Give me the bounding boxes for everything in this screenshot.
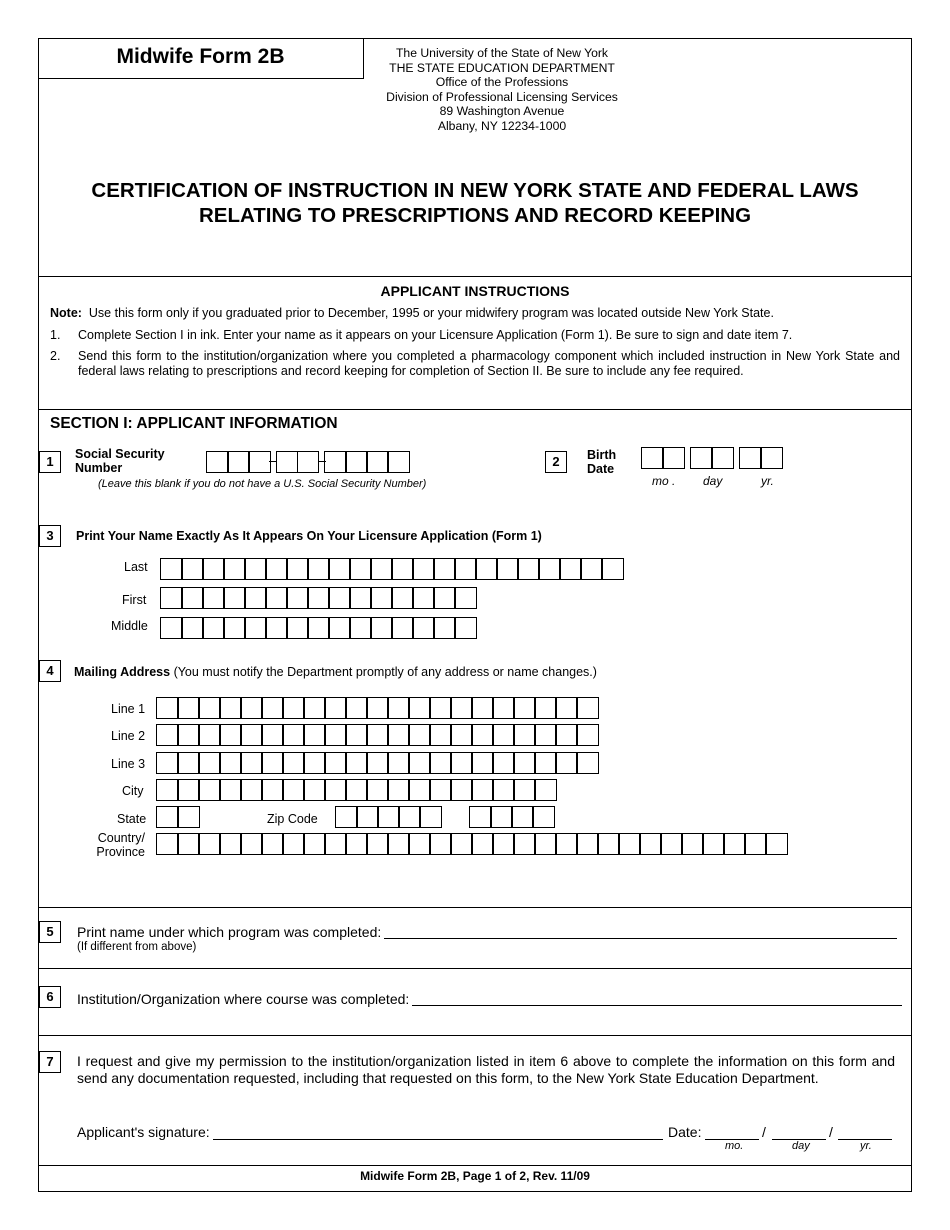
char-box[interactable] (219, 833, 242, 855)
char-box[interactable] (219, 779, 242, 801)
char-box[interactable] (576, 697, 599, 719)
char-box[interactable] (219, 724, 242, 746)
divider (38, 1035, 912, 1036)
char-box[interactable] (618, 833, 641, 855)
char-box[interactable] (538, 558, 561, 580)
char-box[interactable] (160, 617, 183, 639)
char-box[interactable] (366, 724, 389, 746)
char-box[interactable] (240, 779, 263, 801)
birth-day-input[interactable] (690, 447, 732, 469)
signature-field[interactable] (213, 1139, 663, 1140)
char-box[interactable] (261, 833, 284, 855)
char-box[interactable] (160, 587, 183, 609)
char-box[interactable] (511, 806, 534, 828)
instruction-num: 2. (50, 349, 61, 363)
country-input[interactable] (156, 833, 786, 855)
address-line1-input[interactable] (156, 697, 597, 719)
address-line2-label: Line 2 (111, 729, 146, 743)
char-box[interactable] (303, 779, 326, 801)
divider (38, 907, 912, 908)
char-box[interactable] (580, 558, 603, 580)
char-box[interactable] (681, 833, 704, 855)
char-box[interactable] (345, 697, 368, 719)
char-box[interactable] (387, 833, 410, 855)
zip-extension-input[interactable] (469, 806, 553, 828)
char-box[interactable] (450, 833, 473, 855)
program-name-label: Print name under which program was completed: (77, 924, 382, 940)
char-box[interactable] (349, 617, 372, 639)
city-input[interactable] (156, 779, 555, 801)
char-box[interactable] (534, 752, 557, 774)
char-box[interactable] (513, 697, 536, 719)
item-number: 2 (545, 451, 567, 473)
char-box[interactable] (513, 752, 536, 774)
ssn-input[interactable] (206, 451, 408, 473)
char-box[interactable] (286, 587, 309, 609)
char-box[interactable] (433, 587, 456, 609)
birth-date-label-line: Birth (587, 448, 617, 462)
char-box[interactable] (534, 779, 557, 801)
country-label (90, 831, 145, 859)
char-box[interactable] (391, 558, 414, 580)
char-box[interactable] (408, 697, 431, 719)
char-box[interactable] (227, 451, 250, 473)
char-box[interactable] (345, 451, 368, 473)
zip-input[interactable] (335, 806, 440, 828)
char-box[interactable] (366, 451, 389, 473)
char-box[interactable] (639, 833, 662, 855)
char-box[interactable] (492, 779, 515, 801)
char-box[interactable] (328, 558, 351, 580)
char-box[interactable] (156, 833, 179, 855)
char-box[interactable] (513, 833, 536, 855)
ssn-label (75, 447, 165, 475)
char-box[interactable] (723, 833, 746, 855)
char-box[interactable] (244, 558, 267, 580)
city-label: City (122, 784, 144, 798)
char-box[interactable] (160, 558, 183, 580)
agency-line: The University of the State of New York (395, 46, 609, 60)
name-label: Print Your Name Exactly As It Appears On Your Licensure Application (Form 1) (76, 529, 542, 543)
char-box[interactable] (261, 779, 284, 801)
char-box[interactable] (244, 587, 267, 609)
char-box[interactable] (660, 833, 683, 855)
char-box[interactable] (307, 558, 330, 580)
zip-label: Zip Code (267, 812, 318, 826)
page-title-line: CERTIFICATION OF INSTRUCTION IN NEW YORK STATE AND FEDERAL LAWS (91, 179, 859, 202)
char-box[interactable] (690, 447, 713, 469)
char-box[interactable] (335, 806, 358, 828)
char-box[interactable] (370, 617, 393, 639)
divider (38, 409, 912, 410)
char-box[interactable] (471, 697, 494, 719)
char-box[interactable] (496, 558, 519, 580)
char-box[interactable] (282, 697, 305, 719)
char-box[interactable] (492, 697, 515, 719)
middle-name-input[interactable] (160, 617, 475, 639)
char-box[interactable] (345, 779, 368, 801)
char-box[interactable] (471, 752, 494, 774)
char-box[interactable] (471, 833, 494, 855)
date-slash: / (829, 1124, 833, 1140)
char-box[interactable] (156, 806, 179, 828)
char-box[interactable] (555, 697, 578, 719)
char-box[interactable] (219, 697, 242, 719)
char-box[interactable] (450, 779, 473, 801)
state-label: State (117, 812, 147, 826)
first-name-input[interactable] (160, 587, 475, 609)
char-box[interactable] (408, 752, 431, 774)
ssn-label-line: Number (75, 461, 123, 475)
birth-date-label (587, 448, 616, 476)
item-number: 5 (39, 921, 61, 943)
char-box[interactable] (324, 779, 347, 801)
date-day-hint: day (792, 1140, 810, 1152)
char-box[interactable] (156, 724, 179, 746)
char-box[interactable] (534, 724, 557, 746)
char-box[interactable] (156, 697, 179, 719)
institution-field[interactable] (412, 1005, 902, 1006)
char-box[interactable] (282, 833, 305, 855)
char-box[interactable] (450, 752, 473, 774)
char-box[interactable] (559, 558, 582, 580)
char-box[interactable] (265, 558, 288, 580)
char-box[interactable] (433, 617, 456, 639)
char-box[interactable] (345, 724, 368, 746)
char-box[interactable] (356, 806, 379, 828)
char-box[interactable] (513, 724, 536, 746)
char-box[interactable] (711, 447, 734, 469)
char-box[interactable] (240, 724, 263, 746)
char-box[interactable] (198, 779, 221, 801)
char-box[interactable] (475, 558, 498, 580)
char-box[interactable] (181, 558, 204, 580)
char-box[interactable] (198, 697, 221, 719)
char-box[interactable] (471, 779, 494, 801)
char-box[interactable] (202, 558, 225, 580)
char-box[interactable] (219, 752, 242, 774)
char-box[interactable] (223, 558, 246, 580)
char-box[interactable] (261, 752, 284, 774)
char-box[interactable] (282, 752, 305, 774)
char-box[interactable] (307, 587, 330, 609)
char-box[interactable] (469, 806, 492, 828)
char-box[interactable] (471, 724, 494, 746)
char-box[interactable] (597, 833, 620, 855)
char-box[interactable] (366, 697, 389, 719)
char-box[interactable] (377, 806, 400, 828)
country-label-line: Province (96, 845, 145, 859)
char-box[interactable] (662, 447, 685, 469)
char-box[interactable] (408, 833, 431, 855)
birth-date-label-line: Date (587, 462, 615, 476)
section-heading: SECTION I: APPLICANT INFORMATION (50, 415, 338, 432)
address-line1-label: Line 1 (111, 702, 146, 716)
char-box[interactable] (282, 724, 305, 746)
program-name-hint: (If different from above) (77, 941, 197, 953)
program-name-field[interactable] (384, 938, 897, 939)
char-box[interactable] (702, 833, 725, 855)
char-box[interactable] (261, 724, 284, 746)
address-line2-input[interactable] (156, 724, 597, 746)
instruction-num: 1. (50, 328, 61, 342)
char-box[interactable] (177, 697, 200, 719)
char-box[interactable] (412, 558, 435, 580)
date-label: Date: (668, 1124, 702, 1140)
char-box[interactable] (156, 752, 179, 774)
char-box[interactable] (276, 451, 299, 473)
char-box[interactable] (429, 779, 452, 801)
country-label-line: Country/ (97, 831, 145, 845)
char-box[interactable] (223, 587, 246, 609)
char-box[interactable] (349, 587, 372, 609)
char-box[interactable] (265, 617, 288, 639)
char-box[interactable] (297, 451, 320, 473)
char-box[interactable] (370, 558, 393, 580)
item-number: 1 (39, 451, 61, 473)
char-box[interactable] (387, 752, 410, 774)
year-hint: yr. (761, 474, 774, 488)
page-title (40, 178, 910, 228)
date-month-hint: mo. (725, 1140, 744, 1152)
char-box[interactable] (641, 447, 664, 469)
char-box[interactable] (429, 697, 452, 719)
char-box[interactable] (429, 833, 452, 855)
char-box[interactable] (765, 833, 788, 855)
char-box[interactable] (202, 587, 225, 609)
char-box[interactable] (492, 724, 515, 746)
char-box[interactable] (345, 833, 368, 855)
char-box[interactable] (555, 724, 578, 746)
char-box[interactable] (387, 451, 410, 473)
date-slash: / (762, 1124, 766, 1140)
char-box[interactable] (576, 752, 599, 774)
address-line3-input[interactable] (156, 752, 597, 774)
char-box[interactable] (517, 558, 540, 580)
char-box[interactable] (198, 724, 221, 746)
note-text: Use this form only if you graduated prior to December, 1995 or your midwifery program was located outside New York State. (88, 306, 774, 320)
char-box[interactable] (198, 752, 221, 774)
divider (38, 1165, 912, 1166)
last-name-input[interactable] (160, 558, 622, 580)
char-box[interactable] (513, 779, 536, 801)
ssn-label-line: Social Security (75, 447, 165, 461)
char-box[interactable] (324, 724, 347, 746)
char-box[interactable] (366, 752, 389, 774)
address-line3-label: Line 3 (111, 757, 146, 771)
divider (38, 276, 912, 277)
signature-label: Applicant's signature: (77, 1124, 210, 1140)
char-box[interactable] (307, 617, 330, 639)
char-box[interactable] (328, 587, 351, 609)
char-box[interactable] (181, 587, 204, 609)
ssn-hint: (Leave this blank if you do not have a U.S. Social Security Number) (98, 478, 427, 490)
char-box[interactable] (366, 833, 389, 855)
char-box[interactable] (429, 752, 452, 774)
hyphen (269, 451, 277, 473)
char-box[interactable] (370, 587, 393, 609)
form-title: Midwife Form 2B (38, 38, 364, 79)
char-box[interactable] (177, 724, 200, 746)
char-box[interactable] (492, 752, 515, 774)
char-box[interactable] (555, 833, 578, 855)
char-box[interactable] (261, 697, 284, 719)
char-box[interactable] (324, 752, 347, 774)
char-box[interactable] (412, 617, 435, 639)
birth-year-input[interactable] (739, 447, 781, 469)
char-box[interactable] (206, 451, 229, 473)
char-box[interactable] (303, 724, 326, 746)
middle-name-label: Middle (111, 619, 148, 633)
char-box[interactable] (248, 451, 271, 473)
char-box[interactable] (177, 806, 200, 828)
permission-text: I request and give my permission to the institution/organization listed in item 6 above to complete the information on this form and send any documentation requested, including that requested on this form, to the New York State Education Department. (77, 1053, 895, 1086)
char-box[interactable] (366, 779, 389, 801)
char-box[interactable] (387, 724, 410, 746)
char-box[interactable] (534, 697, 557, 719)
institution-label: Institution/Organization where course was completed: (77, 991, 410, 1007)
char-box[interactable] (391, 587, 414, 609)
item-number: 6 (39, 986, 61, 1008)
char-box[interactable] (349, 558, 372, 580)
month-hint: mo . (652, 474, 676, 488)
char-box[interactable] (490, 806, 513, 828)
char-box[interactable] (156, 779, 179, 801)
char-box[interactable] (534, 833, 557, 855)
char-box[interactable] (760, 447, 783, 469)
char-box[interactable] (177, 779, 200, 801)
agency-address (364, 46, 640, 133)
hyphen (318, 451, 326, 473)
char-box[interactable] (303, 697, 326, 719)
char-box[interactable] (198, 833, 221, 855)
mailing-address-label (74, 665, 597, 679)
char-box[interactable] (492, 833, 515, 855)
instructions-heading: APPLICANT INSTRUCTIONS (380, 283, 570, 299)
first-name-label: First (122, 593, 147, 607)
char-box[interactable] (398, 806, 421, 828)
char-box[interactable] (303, 752, 326, 774)
day-hint: day (703, 474, 723, 488)
agency-line: Office of the Professions (435, 75, 569, 89)
item-number: 7 (39, 1051, 61, 1073)
mailing-address-note: (You must notify the Department promptly of any address or name changes.) (173, 665, 597, 679)
char-box[interactable] (408, 779, 431, 801)
char-box[interactable] (391, 617, 414, 639)
instructions-note (50, 306, 900, 320)
char-box[interactable] (345, 752, 368, 774)
agency-line: Albany, NY 12234-1000 (437, 118, 567, 133)
char-box[interactable] (324, 451, 347, 473)
char-box[interactable] (177, 752, 200, 774)
char-box[interactable] (576, 833, 599, 855)
char-box[interactable] (419, 806, 442, 828)
char-box[interactable] (265, 587, 288, 609)
footer-text: Midwife Form 2B, Page 1 of 2, Rev. 11/09 (360, 1169, 590, 1183)
date-year-hint: yr. (860, 1140, 872, 1152)
agency-line: 89 Washington Avenue (439, 104, 565, 118)
birth-month-input[interactable] (641, 447, 683, 469)
char-box[interactable] (328, 617, 351, 639)
item-number: 4 (39, 660, 61, 682)
char-box[interactable] (450, 724, 473, 746)
char-box[interactable] (387, 779, 410, 801)
agency-line: Division of Professional Licensing Services (386, 89, 618, 104)
char-box[interactable] (324, 697, 347, 719)
char-box[interactable] (177, 833, 200, 855)
char-box[interactable] (450, 697, 473, 719)
char-box[interactable] (555, 752, 578, 774)
char-box[interactable] (223, 617, 246, 639)
state-input[interactable] (156, 806, 198, 828)
char-box[interactable] (240, 697, 263, 719)
char-box[interactable] (240, 752, 263, 774)
char-box[interactable] (387, 697, 410, 719)
char-box[interactable] (202, 617, 225, 639)
char-box[interactable] (454, 587, 477, 609)
divider (38, 968, 912, 969)
char-box[interactable] (244, 617, 267, 639)
char-box[interactable] (739, 447, 762, 469)
char-box[interactable] (303, 833, 326, 855)
last-name-label: Last (124, 560, 148, 574)
char-box[interactable] (429, 724, 452, 746)
char-box[interactable] (240, 833, 263, 855)
instruction-text: Send this form to the institution/organization where you completed a pharmacology component which included instruction in New York State and federal laws relating to prescriptions and record keeping for completion of Section II. Be sure to include any fee required. (78, 349, 900, 378)
char-box[interactable] (412, 587, 435, 609)
char-box[interactable] (408, 724, 431, 746)
char-box[interactable] (576, 724, 599, 746)
note-label: Note: (50, 306, 82, 320)
char-box[interactable] (454, 558, 477, 580)
char-box[interactable] (324, 833, 347, 855)
char-box[interactable] (601, 558, 624, 580)
char-box[interactable] (286, 558, 309, 580)
char-box[interactable] (744, 833, 767, 855)
char-box[interactable] (181, 617, 204, 639)
instruction-text: Complete Section I in ink. Enter your name as it appears on your Licensure Application (Form 1). Be sure to sign and date item 7. (78, 328, 793, 342)
char-box[interactable] (532, 806, 555, 828)
item-number: 3 (39, 525, 61, 547)
char-box[interactable] (433, 558, 456, 580)
char-box[interactable] (454, 617, 477, 639)
char-box[interactable] (286, 617, 309, 639)
page-title-line: RELATING TO PRESCRIPTIONS AND RECORD KEEPING (198, 204, 752, 227)
char-box[interactable] (282, 779, 305, 801)
mailing-address-title: Mailing Address (74, 665, 171, 679)
agency-line: THE STATE EDUCATION DEPARTMENT (389, 60, 615, 75)
